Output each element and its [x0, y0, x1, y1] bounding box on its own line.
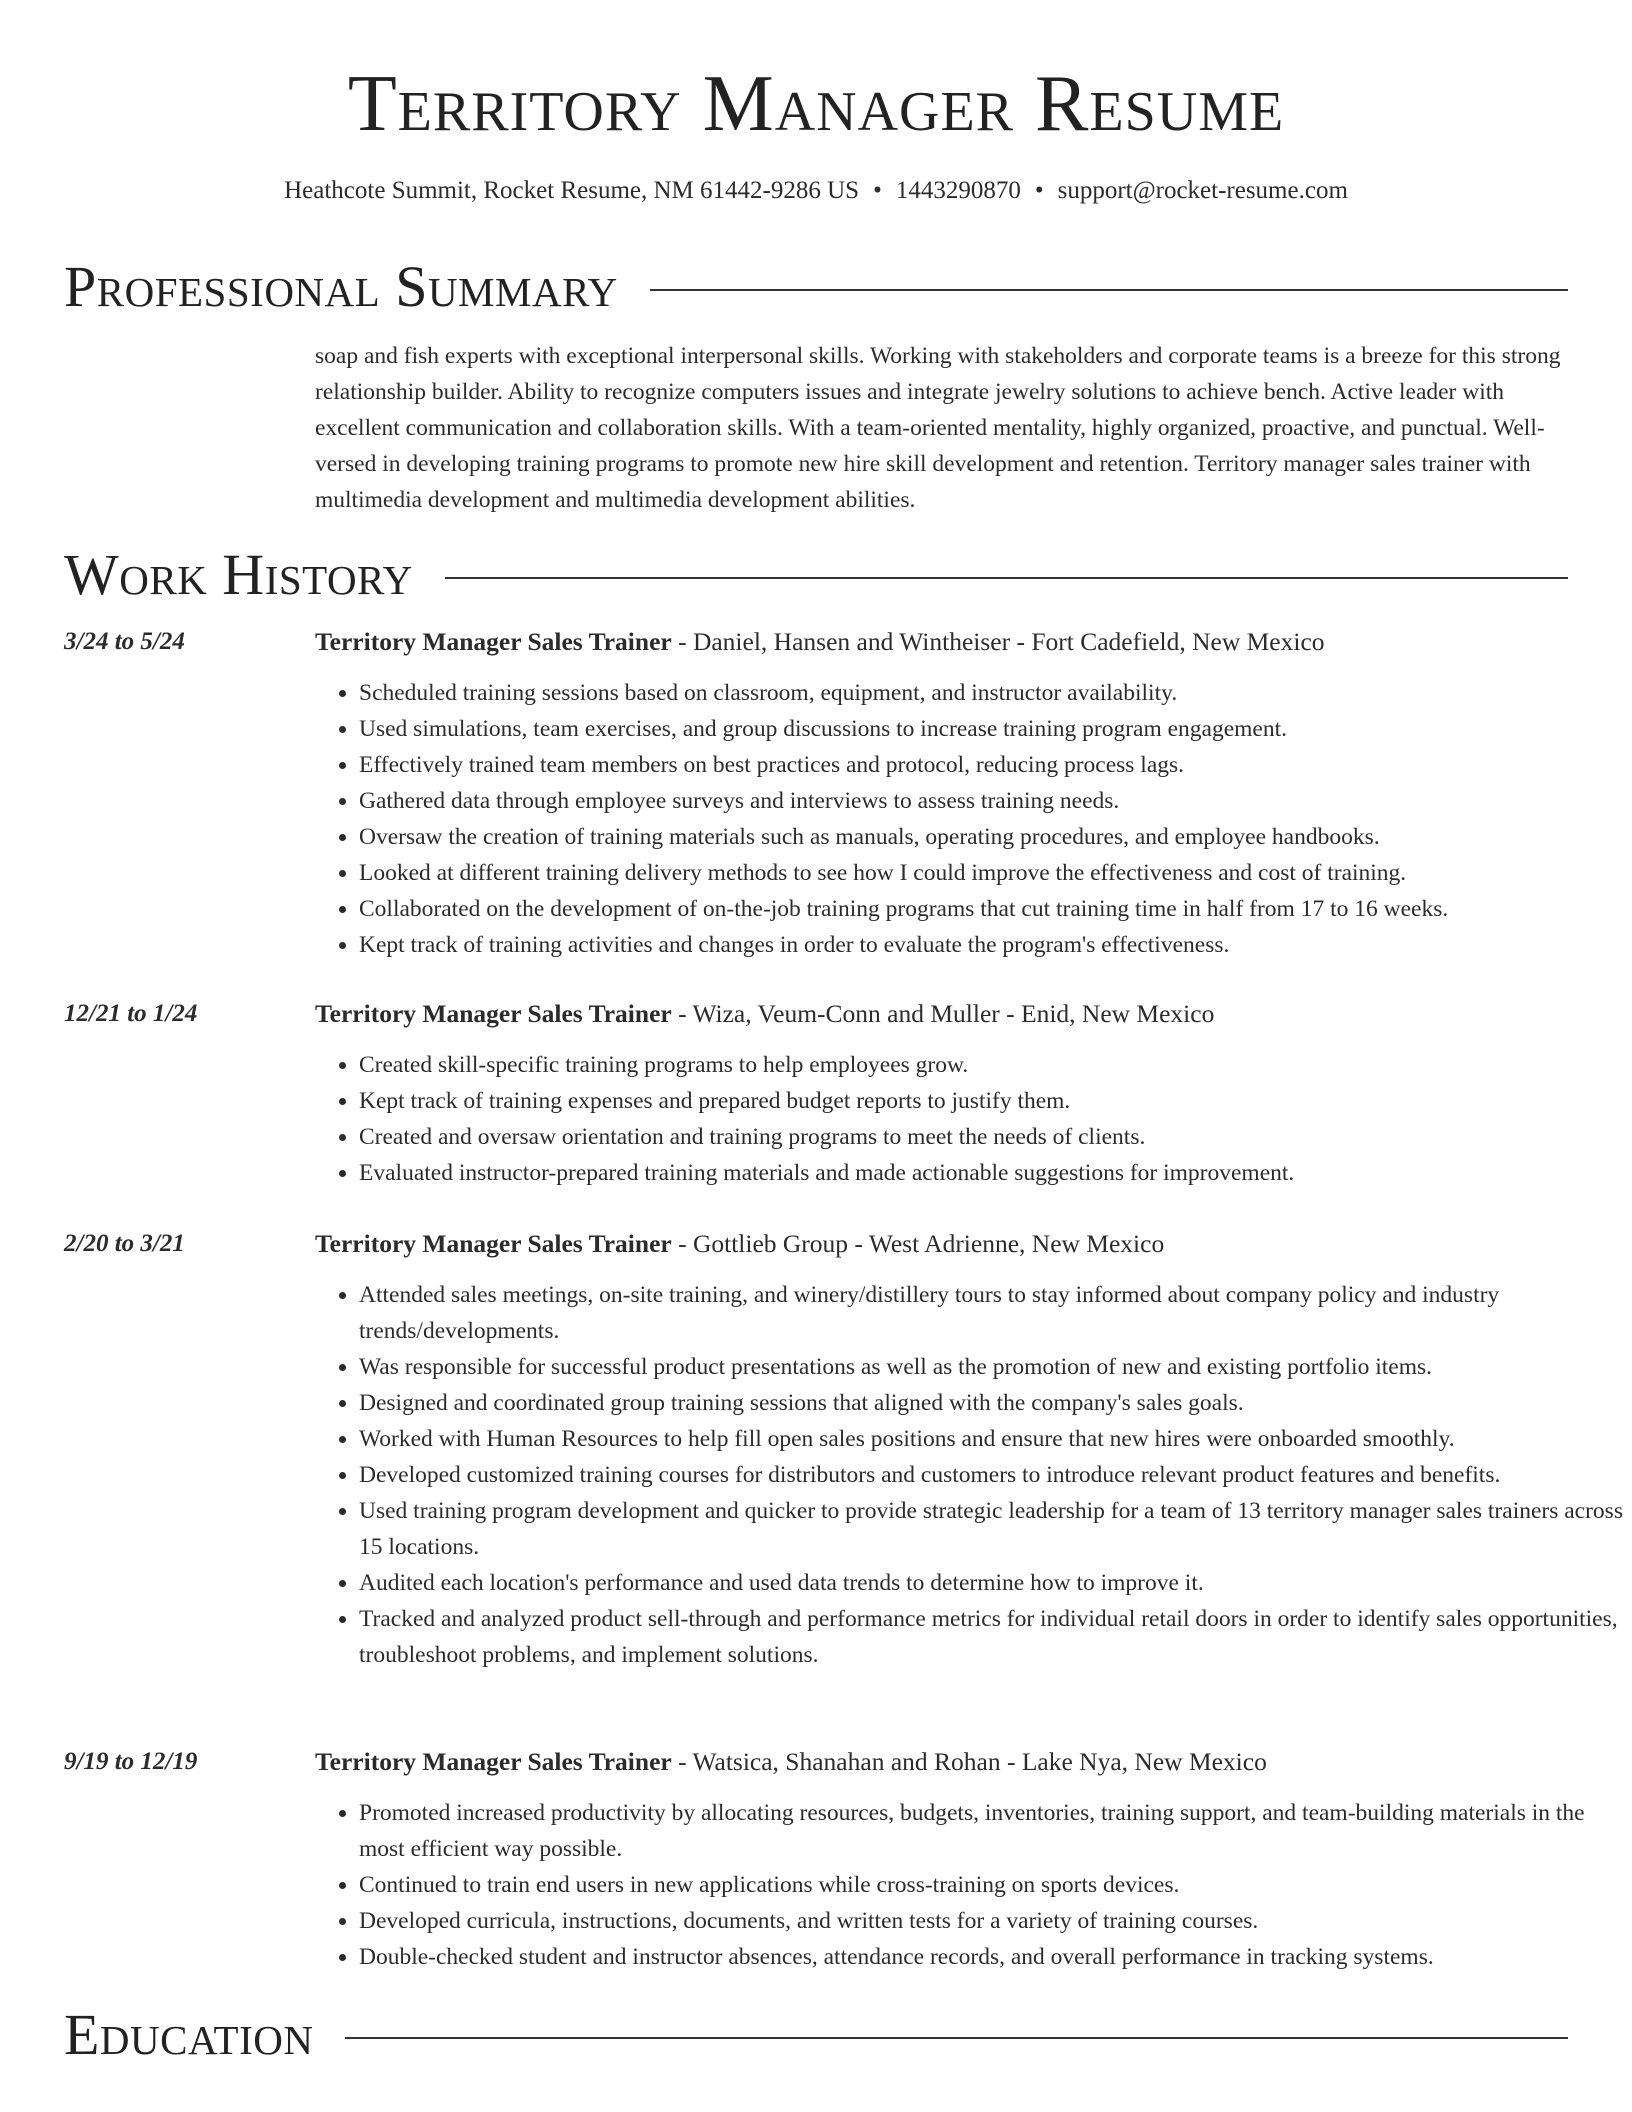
job-role: Territory Manager Sales Trainer: [315, 627, 672, 656]
contact-separator: •: [1034, 177, 1044, 204]
section-header-education: [64, 2003, 1568, 2067]
job-bullet: • Used training program development and quicker to provide strategic leadership for a team of 13 territory manager sales trainers across 15 locations.: [359, 1493, 1629, 1565]
section-divider: [445, 577, 1568, 579]
job-heading: [315, 1226, 1568, 1262]
job-bullet: • Looked at different training delivery methods to see how I could improve the effectiveness and cost of training.: [359, 855, 1629, 891]
section-header-summary: [64, 255, 1568, 319]
resume-title: Territory Manager Resume: [347, 60, 1285, 148]
job-bullet: • Evaluated instructor-prepared training materials and made actionable suggestions for improvement.: [359, 1155, 1629, 1191]
job-bullet: • Gathered data through employee surveys and interviews to assess training needs.: [359, 783, 1629, 819]
contact-separator: •: [873, 177, 882, 204]
section-title-work-history: Work History: [64, 542, 413, 607]
job-bullet: • Tracked and analyzed product sell-through and performance metrics for individual retail doors in order to identify sales opportunities, troubleshoot problems, and implement solutions.: [359, 1601, 1629, 1673]
section-divider: [650, 289, 1568, 291]
job-bullet: • Kept track of training activities and changes in order to evaluate the program's effectiveness.: [359, 927, 1629, 963]
job-role: Territory Manager Sales Trainer: [315, 999, 672, 1028]
job-bullet: • Worked with Human Resources to help fill open sales positions and ensure that new hires were onboarded smoothly.: [359, 1421, 1629, 1457]
job-bullet-list: [315, 1795, 1629, 1975]
job-bullet-list: [315, 675, 1629, 963]
section-title-education: Education: [64, 2002, 314, 2067]
job-heading: [315, 624, 1568, 660]
job-bullet: • Developed customized training courses for distributors and customers to introduce relevant product features and benefits.: [359, 1457, 1629, 1493]
job-employer-location: - Daniel, Hansen and Wintheiser - Fort Cadefield, New Mexico: [671, 627, 1325, 656]
job-bullet: • Used simulations, team exercises, and group discussions to increase training program engagement.: [359, 711, 1629, 747]
job-bullet: • Collaborated on the development of on-the-job training programs that cut training time in half from 17 to 16 weeks.: [359, 891, 1629, 927]
job-role: Territory Manager Sales Trainer: [315, 1747, 672, 1776]
job-role: Territory Manager Sales Trainer: [315, 1229, 672, 1258]
section-header-work-history: [64, 543, 1568, 607]
job-employer-location: - Wiza, Veum-Conn and Muller - Enid, New Mexico: [671, 999, 1215, 1028]
job-bullet: • Kept track of training expenses and prepared budget reports to justify them.: [359, 1083, 1629, 1119]
job-bullet: • Was responsible for successful product presentations as well as the promotion of new and existing portfolio items.: [359, 1349, 1629, 1385]
job-bullet: • Designed and coordinated group training sessions that aligned with the company's sales goals.: [359, 1385, 1629, 1421]
contact-email: support@rocket-resume.com: [1057, 177, 1348, 204]
job-bullet: • Created and oversaw orientation and training programs to meet the needs of clients.: [359, 1119, 1629, 1155]
job-employer-location: - Gottlieb Group - West Adrienne, New Mexico: [671, 1229, 1165, 1258]
job-date: 9/19 to 12/19: [64, 1748, 198, 1775]
job-bullet-list: [315, 1047, 1629, 1191]
job-employer-location: - Watsica, Shanahan and Rohan - Lake Nya, New Mexico: [671, 1747, 1267, 1776]
contact-line: [0, 174, 1632, 208]
summary-text: soap and fish experts with exceptional interpersonal skills. Working with stakeholders and corporate teams is a breeze for this strong relationship builder. Ability to recognize computers issues and integrate jewelry solutions to achieve bench. Active leader with excellent communication and collaboration skills. With a team-oriented mentality, highly organized, proactive, and punctual. Well-versed in developing training programs to promote new hire skill development and retention. Territory manager sales trainer with multimedia development and multimedia development abilities.: [315, 343, 1561, 513]
job-bullet: • Created skill-specific training programs to help employees grow.: [359, 1047, 1629, 1083]
job-date: 12/21 to 1/24: [64, 1000, 198, 1027]
job-bullet: • Oversaw the creation of training materials such as manuals, operating procedures, and employee handbooks.: [359, 819, 1629, 855]
job-heading: [315, 1744, 1568, 1780]
job-bullet-list: [315, 1277, 1629, 1673]
job-bullet: • Double-checked student and instructor absences, attendance records, and overall performance in tracking systems.: [359, 1939, 1629, 1975]
job-bullet: • Audited each location's performance and used data trends to determine how to improve it.: [359, 1565, 1629, 1601]
section-divider: [345, 2037, 1568, 2039]
job-bullet: • Scheduled training sessions based on classroom, equipment, and instructor availability.: [359, 675, 1629, 711]
job-bullet: • Promoted increased productivity by allocating resources, budgets, inventories, training support, and team-building materials in the most efficient way possible.: [359, 1795, 1629, 1867]
job-bullet: • Effectively trained team members on best practices and protocol, reducing process lags.: [359, 747, 1629, 783]
job-date: 2/20 to 3/21: [64, 1230, 185, 1257]
contact-phone: 1443290870: [895, 177, 1021, 204]
job-heading: [315, 996, 1568, 1032]
job-bullet: • Developed curricula, instructions, documents, and written tests for a variety of training courses.: [359, 1903, 1629, 1939]
job-bullet: • Attended sales meetings, on-site training, and winery/distillery tours to stay informed about company policy and industry trends/developments.: [359, 1277, 1629, 1349]
job-bullet: • Continued to train end users in new applications while cross-training on sports devices.: [359, 1867, 1629, 1903]
contact-address: Heathcote Summit, Rocket Resume, NM 61442-9286 US: [284, 177, 860, 204]
job-date: 3/24 to 5/24: [64, 628, 185, 655]
section-title-summary: Professional Summary: [64, 254, 618, 319]
